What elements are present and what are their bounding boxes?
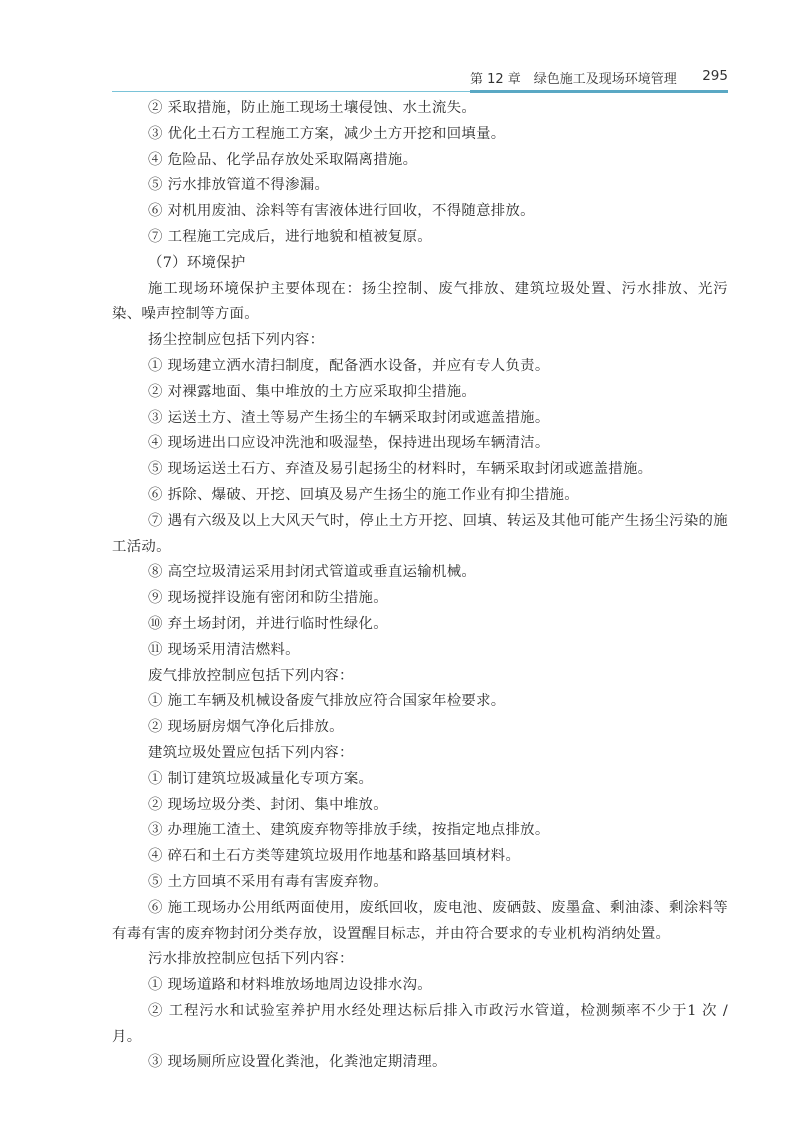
paragraph: ② 工程污水和试验室养护用水经处理达标后排入市政污水管道，检测频率不少于1 次 / 月。 — [112, 1002, 728, 1045]
list-item: ⑤ 污水排放管道不得渗漏。 — [148, 177, 330, 194]
list-item: ⑦ 工程施工完成后，进行地貌和植被复原。 — [148, 228, 432, 245]
list-item: ⑩ 弃土场封闭，并进行临时性绿化。 — [148, 615, 388, 632]
list-item: ② 现场垃圾分类、封闭、集中堆放。 — [148, 796, 388, 813]
list-item: ④ 碎石和土石方类等建筑垃圾用作地基和路基回填材料。 — [148, 848, 521, 865]
list-item: ⑥ 拆除、爆破、开挖、回填及易产生扬尘的施工作业有抑尘措施。 — [148, 486, 579, 503]
list-item: ③ 办理施工渣土、建筑废弃物等排放手续，按指定地点排放。 — [148, 822, 550, 839]
paragraph: 施工现场环境保护主要体现在：扬尘控制、废气排放、建筑垃圾处置、污水排放、光污染、噪声控制等方面。 — [112, 280, 728, 323]
list-item: ⑤ 现场运送土石方、弃渣及易引起扬尘的材料时，车辆采取封闭或遮盖措施。 — [148, 461, 653, 478]
list-item: ③ 运送土方、渣土等易产生扬尘的车辆采取封闭或遮盖措施。 — [148, 409, 550, 426]
subheading: 建筑垃圾处置应包括下列内容： — [148, 744, 354, 761]
list-item: ② 现场厨房烟气净化后排放。 — [148, 719, 344, 736]
section-heading: （7）环境保护 — [148, 254, 246, 271]
list-item: ② 采取措施，防止施工现场土壤侵蚀、水土流失。 — [148, 100, 477, 116]
list-item: ④ 现场进出口应设冲洗池和吸湿垫，保持进出现场车辆清洁。 — [148, 435, 550, 452]
page-number: 295 — [702, 68, 728, 84]
list-item: ⑪ 现场采用清洁燃料。 — [148, 641, 300, 658]
list-item: ① 制订建筑垃圾减量化专项方案。 — [148, 770, 374, 787]
chapter-title: 第 12 章 绿色施工及现场环境管理 — [470, 72, 677, 87]
paragraph: ⑦ 遇有六级及以上大风天气时，停止土方开挖、回填、转运及其他可能产生扬尘污染的施工活动。 — [112, 512, 728, 555]
paragraph: ⑥ 施工现场办公用纸两面使用，废纸回收，废电池、废硒鼓、废墨盒、剩油漆、剩涂料等有毒有害的废弃物封闭分类存放，设置醒目标志，并由符合要求的专业机构消纳处置。 — [112, 899, 728, 942]
list-item: ⑥ 对机用废油、涂料等有害液体进行回收，不得随意排放。 — [148, 203, 535, 220]
subheading: 扬尘控制应包括下列内容： — [148, 332, 325, 349]
list-item: ⑨ 现场搅拌设施有密闭和防尘措施。 — [148, 590, 388, 607]
subheading: 污水排放控制应包括下列内容： — [148, 951, 354, 968]
list-item: ③ 现场厕所应设置化粪池，化粪池定期清理。 — [148, 1054, 447, 1071]
list-item: ④ 危险品、化学品存放处采取隔离措施。 — [148, 151, 418, 168]
list-item: ⑤ 土方回填不采用有毒有害废弃物。 — [148, 873, 388, 890]
page-header — [470, 64, 728, 88]
list-item: ① 施工车辆及机械设备废气排放应符合国家年检要求。 — [148, 693, 506, 710]
list-item: ① 现场建立洒水清扫制度，配备洒水设备，并应有专人负责。 — [148, 357, 550, 374]
list-item: ③ 优化土石方工程施工方案，减少土方开挖和回填量。 — [148, 125, 506, 142]
subheading: 废气排放控制应包括下列内容： — [148, 667, 354, 684]
list-item: ① 现场道路和材料堆放场地周边设排水沟。 — [148, 977, 432, 994]
page-body — [112, 96, 728, 1076]
list-item: ⑧ 高空垃圾清运采用封闭式管道或垂直运输机械。 — [148, 564, 477, 581]
header-accent-bar — [470, 90, 728, 93]
list-item: ② 对裸露地面、集中堆放的土方应采取抑尘措施。 — [148, 383, 477, 400]
